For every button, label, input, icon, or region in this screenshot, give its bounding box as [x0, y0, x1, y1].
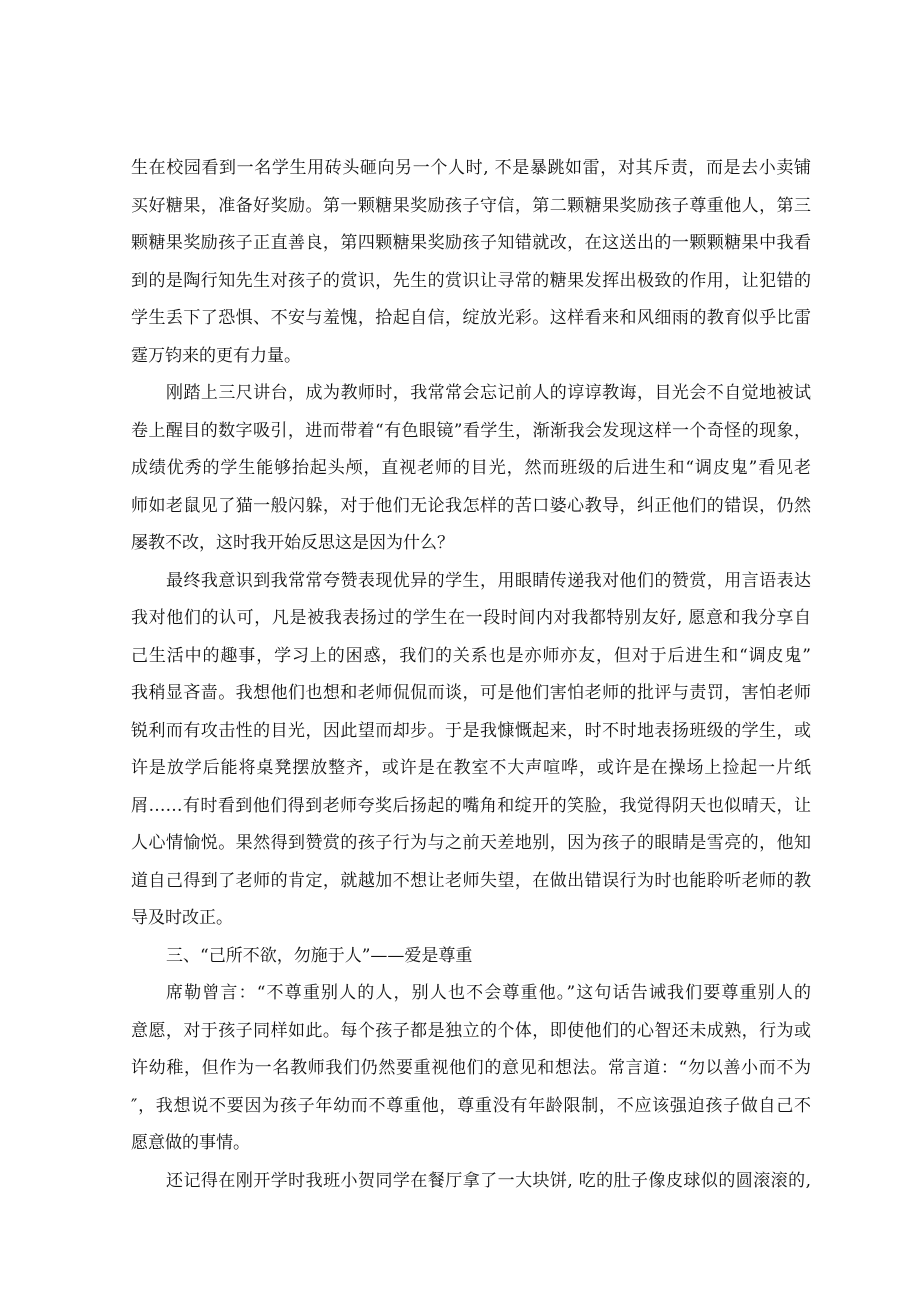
text-line: 生在校园看到一名学生用砖头砸向另一个人时, 不是暴跳如雷，对其斥责，而是去小卖铺: [131, 158, 811, 178]
paragraph: [131, 150, 811, 375]
paragraph: [131, 375, 811, 563]
text-line: 师如老鼠见了猫一般闪躲，对于他们无论我怎样的苦口婆心教导，纠正他们的错误，仍然: [131, 495, 811, 516]
text-line: 三、“己所不欲，勿施于人”——爱是尊重: [166, 945, 473, 966]
body-text: [131, 150, 811, 1200]
text-line: 成绩优秀的学生能够抬起头颅，直视老师的目光，然而班级的后进生和“调皮鬼”看见老: [131, 458, 811, 478]
text-line: 到的是陶行知先生对孩子的赏识，先生的赏识让寻常的糖果发挥出极致的作用，让犯错的: [131, 270, 811, 291]
paragraph: [131, 975, 811, 1163]
paragraph: [131, 1163, 811, 1201]
text-line: 人心情愉悦。果然得到赞赏的孩子行为与之前天差地别，因为孩子的眼睛是雪亮的，他知: [131, 833, 811, 853]
text-line: 屡教不改，这时我开始反思这是因为什么？: [131, 533, 454, 553]
text-line: 己生活中的趣事，学习上的困惑，我们的关系也是亦师亦友，但对于后进生和“调皮鬼”: [131, 645, 811, 666]
text-line: 愿意做的事情。: [131, 1133, 250, 1153]
text-line: 许是放学后能将桌凳摆放整齐，或许是在教室不大声喧哗，或许是在操场上捡起一片纸: [131, 758, 811, 778]
text-line: 道自己得到了老师的肯定，就越加不想让老师失望，在做出错误行为时也能聆听老师的教: [131, 870, 811, 891]
text-line: 我对他们的认可，凡是被我表扬过的学生在一段时间内对我都特别友好, 愿意和我分享自: [131, 608, 811, 628]
text-line: 席勒曾言：“不尊重别人的人，别人也不会尊重他。”这句话告诫我们要尊重别人的: [166, 983, 811, 1003]
paragraph: [131, 563, 811, 938]
text-line: 颗糖果奖励孩子正直善良，第四颗糖果奖励孩子知错就改，在这送出的一颗颗糖果中我看: [131, 233, 811, 253]
text-line: 许幼稚，但作为一名教师我们仍然要重视他们的意见和想法。常言道：“勿以善小而不为: [131, 1058, 811, 1078]
text-line: 我稍显吝啬。我想他们也想和老师侃侃而谈，可是他们害怕老师的批评与责罚，害怕老师: [131, 683, 811, 703]
text-line: 意愿，对于孩子同样如此。每个孩子都是独立的个体，即使他们的心智还未成熟，行为或: [131, 1020, 811, 1041]
text-line: 霆万钧来的更有力量。: [131, 345, 301, 366]
text-line: 屑……有时看到他们得到老师夸奖后扬起的嘴角和绽开的笑脸，我觉得阴天也似晴天，让: [131, 795, 811, 816]
text-line: 导及时改正。: [131, 908, 233, 928]
text-line: 买好糖果，准备好奖励。第一颗糖果奖励孩子守信，第二颗糖果奖励孩子尊重他人，第三: [131, 195, 811, 216]
text-line: 卷上醒目的数字吸引，进而带着“有色眼镜”看学生，渐渐我会发现这样一个奇怪的现象，: [131, 420, 811, 441]
text-line: ″，我想说不要因为孩子年幼而不尊重他，尊重没有年龄限制，不应该强迫孩子做自己不: [131, 1095, 811, 1116]
text-line: 最终我意识到我常常夸赞表现优异的学生，用眼睛传递我对他们的赞赏，用言语表达: [166, 570, 811, 591]
section-heading: [131, 938, 811, 976]
text-line: 锐利而有攻击性的目光，因此望而却步。于是我慷慨起来，时不时地表扬班级的学生，或: [131, 720, 811, 741]
text-line: 刚踏上三尺讲台，成为教师时，我常常会忘记前人的谆谆教诲，目光会不自觉地被试: [166, 383, 811, 403]
text-line: 学生丢下了恐惧、不安与羞愧，拾起自信，绽放光彩。这样看来和风细雨的教育似乎比雷: [131, 308, 811, 328]
text-line: 还记得在刚开学时我班小贺同学在餐厅拿了一大块饼, 吃的肚子像皮球似的圆滚滚的,: [166, 1170, 811, 1191]
